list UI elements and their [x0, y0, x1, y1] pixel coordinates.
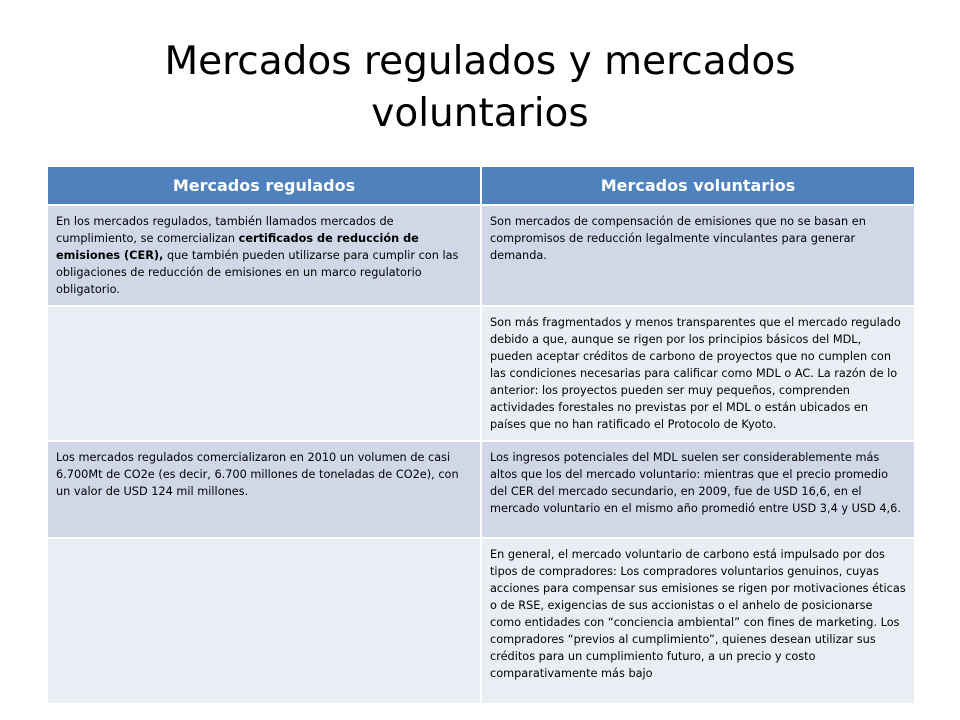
cell-voluntary-3: Los ingresos potenciales del MDL suelen ser considerablemente más altos que los del mercado voluntario: mientras que el precio promedio del CER del mercado secundario, en 2009, fue de USD 16,6, en el mercado voluntario en el mismo año promedió entre USD 3,4 y USD 4,6. [481, 441, 914, 538]
cell-regulated-4 [48, 538, 481, 703]
header-regulated: Mercados regulados [48, 167, 481, 205]
cell-regulated-1-pre: En los mercados regulados, también llamados mercados de cumplimiento, se comercializan [56, 215, 394, 245]
comparison-table [48, 167, 914, 703]
header-voluntary: Mercados voluntarios [481, 167, 914, 205]
table-row [48, 306, 914, 441]
table-row [48, 441, 914, 538]
slide-title [60, 36, 900, 140]
cell-voluntary-1: Son mercados de compensación de emisiones que no se basan en compromisos de reducción legalmente vinculantes para generar demanda. [481, 205, 914, 306]
cell-voluntary-2: Son más fragmentados y menos transparentes que el mercado regulado debido a que, aunque se rigen por los principios básicos del MDL, pueden aceptar créditos de carbono de proyectos que no cumplen con las condiciones necesarias para calificar como MDL o AC. La razón de lo anterior: los proyectos pueden ser muy pequeños, comprenden actividades forestales no previstas por el MDL o están ubicados en países que no han ratificado el Protocolo de Kyoto. [481, 306, 914, 441]
cell-regulated-1-bold: certificados de reducción de emisiones (CER), [56, 232, 419, 262]
cell-regulated-2 [48, 306, 481, 441]
cell-regulated-1 [48, 205, 481, 306]
cell-regulated-3: Los mercados regulados comercializaron en 2010 un volumen de casi 6.700Mt de CO2e (es decir, 6.700 millones de toneladas de CO2e), con un valor de USD 124 mil millones. [48, 441, 481, 538]
title-line-1: Mercados regulados y mercados [164, 39, 796, 84]
title-line-2: voluntarios [371, 91, 589, 136]
table-header-row [48, 167, 914, 205]
table-row [48, 538, 914, 703]
cell-regulated-1-post: que también pueden utilizarse para cumplir con las obligaciones de reducción de emisiones en un marco regulatorio obligatorio. [56, 249, 459, 296]
table-row [48, 205, 914, 306]
cell-voluntary-4: En general, el mercado voluntario de carbono está impulsado por dos tipos de compradores: Los compradores voluntarios genuinos, cuyas acciones para compensar sus emisiones se rigen por motivaciones éticas o de RSE, exigencias de sus accionistas o el anhelo de posicionarse como entidades con “conciencia ambiental” con fines de marketing. Los compradores “previos al cumplimiento”, quienes desean utilizar sus créditos para un cumplimiento futuro, a un precio y costo comparativamente más bajo [481, 538, 914, 703]
